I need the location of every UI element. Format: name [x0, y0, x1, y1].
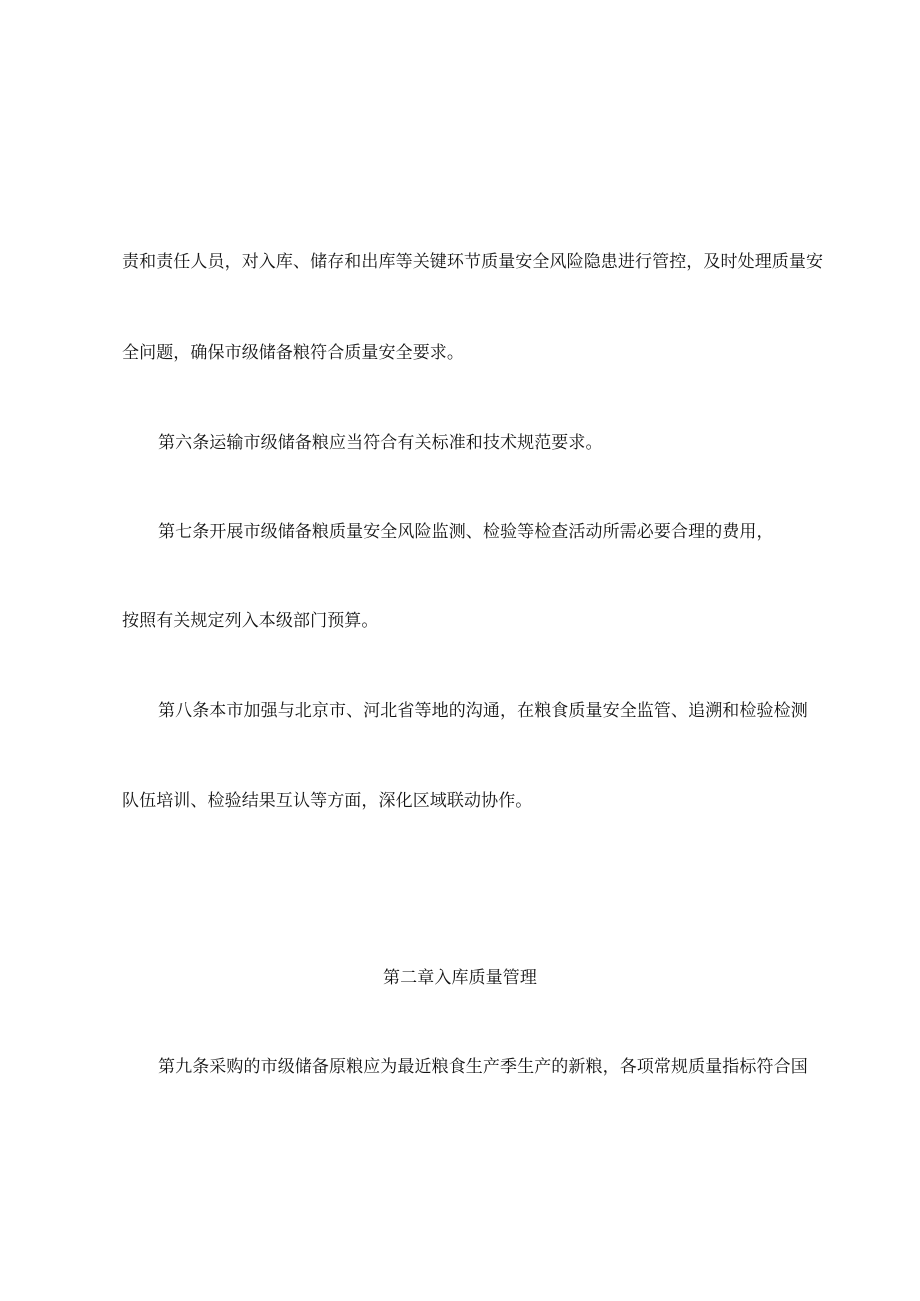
article-7-line: 第七条开展市级储备粮质量安全风险监测、检验等检查活动所需必要合理的费用，	[158, 522, 774, 542]
paragraph-line: 全问题，确保市级储备粮符合质量安全要求。	[122, 343, 464, 363]
article-8-line: 第八条本市加强与北京市、河北省等地的沟通，在粮食质量安全监管、追溯和检验检测	[158, 701, 808, 721]
article-7-line-continued: 按照有关规定列入本级部门预算。	[122, 611, 379, 631]
chapter-heading: 第二章入库质量管理	[383, 968, 537, 988]
paragraph-line: 责和责任人员，对入库、储存和出库等关键环节质量安全风险隐患进行管控，及时处理质量安	[122, 252, 824, 272]
article-8-line-continued: 队伍培训、检验结果互认等方面，深化区域联动协作。	[122, 791, 533, 811]
article-6-line: 第六条运输市级储备粮应当符合有关标准和技术规范要求。	[158, 433, 603, 453]
article-9-line: 第九条采购的市级储备原粮应为最近粮食生产季生产的新粮，各项常规质量指标符合国	[158, 1057, 808, 1077]
